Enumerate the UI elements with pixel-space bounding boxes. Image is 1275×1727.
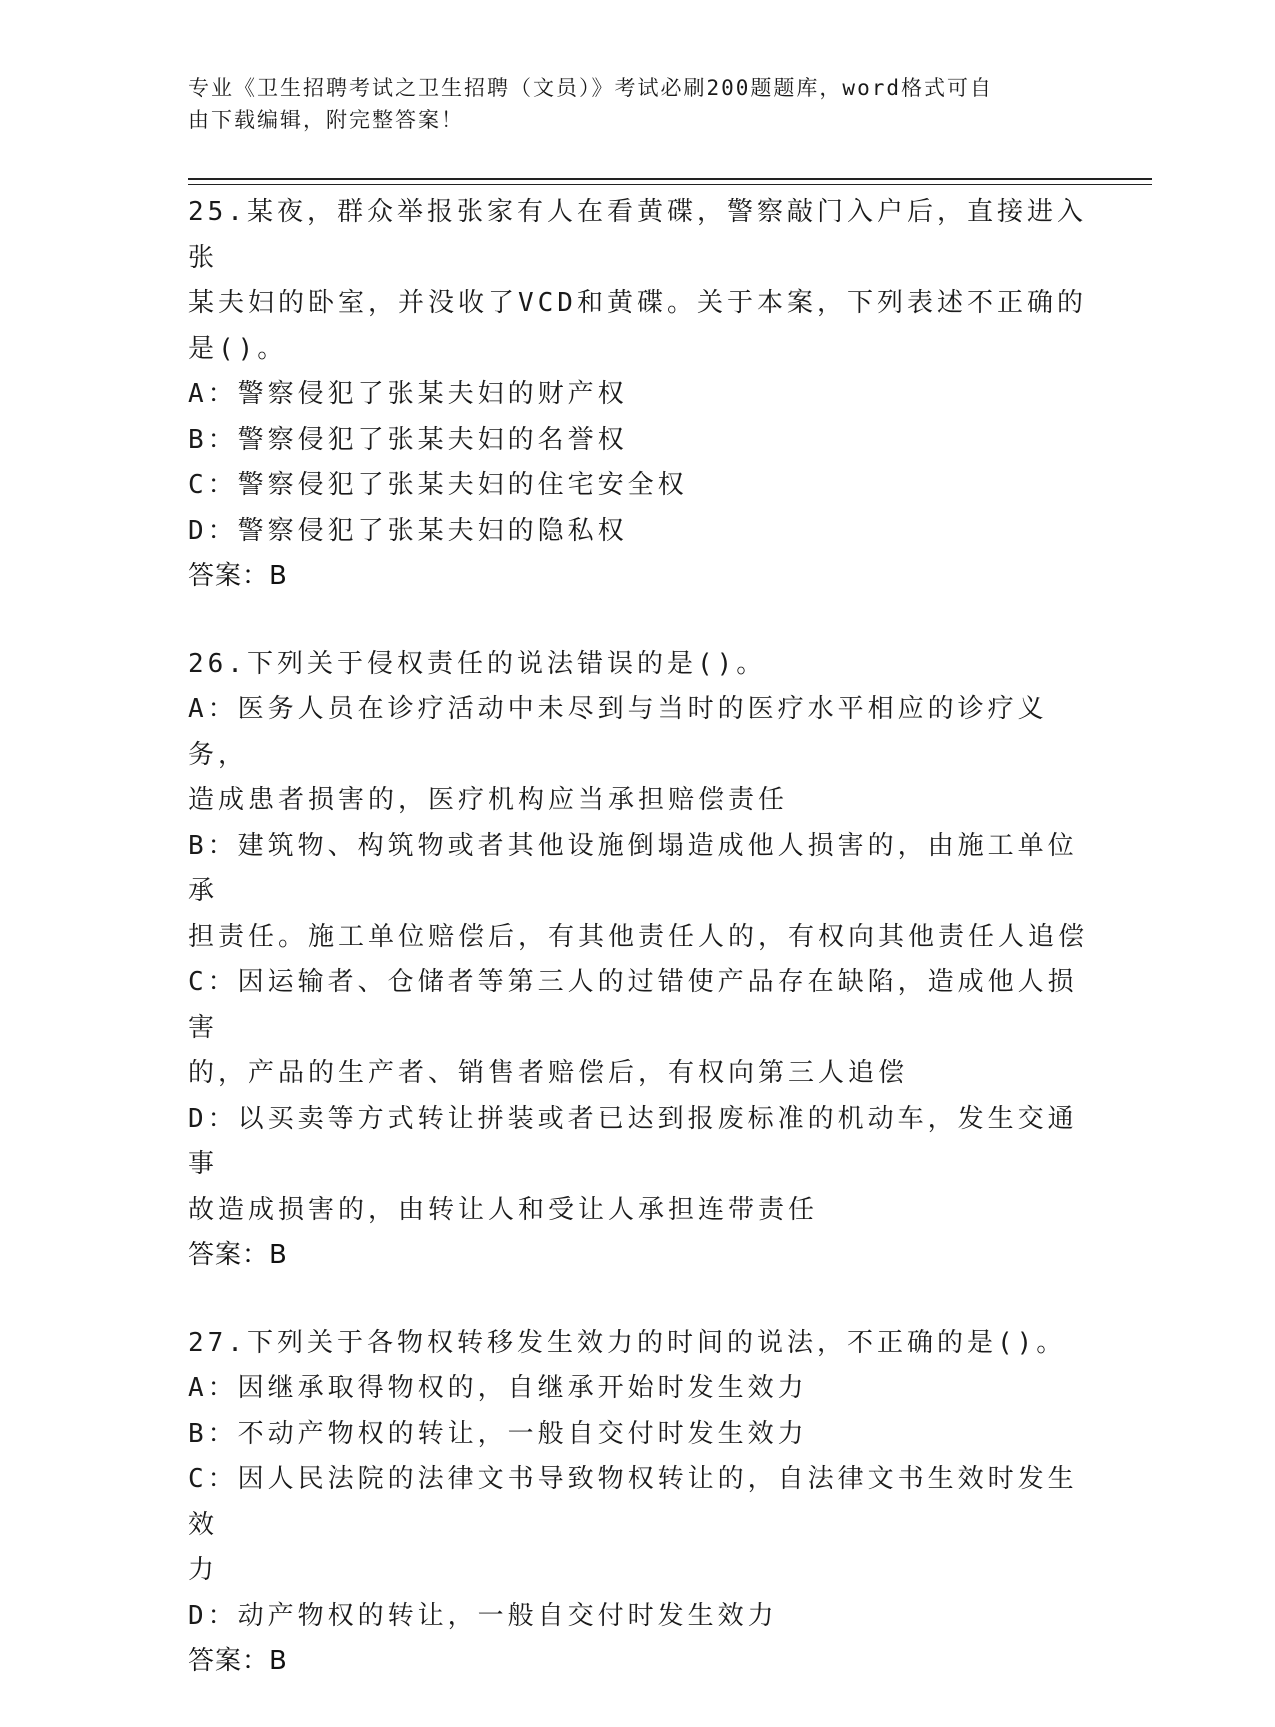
option-c: C：因运输者、仓储者等第三人的过错使产品存在缺陷，造成他人损害 <box>188 967 1078 1043</box>
option-b: B：不动产物权的转让，一般自交付时发生效力 <box>188 1418 808 1449</box>
question-25 <box>188 190 1088 600</box>
option-d: D：动产物权的转让，一般自交付时发生效力 <box>188 1600 778 1631</box>
option-a-continued: 造成患者损害的，医疗机构应当承担赔偿责任 <box>188 785 789 815</box>
document-header <box>188 72 1068 136</box>
option-d: D：警察侵犯了张某夫妇的隐私权 <box>188 515 628 546</box>
option-a: A：警察侵犯了张某夫妇的财产权 <box>188 379 628 409</box>
question-list <box>188 190 1088 1727</box>
answer-label: 答案：B <box>188 1240 288 1270</box>
question-stem-line: 某夫妇的卧室，并没收了VCD和黄碟。关于本案，下列表述不正确的 <box>188 288 1087 318</box>
option-c-continued: 的，产品的生产者、销售者赔偿后，有权向第三人追偿 <box>188 1058 909 1088</box>
header-divider-thin <box>188 184 1152 185</box>
option-b: B：警察侵犯了张某夫妇的名誉权 <box>188 424 628 455</box>
question-27 <box>188 1321 1088 1685</box>
option-d: D：以买卖等方式转让拼装或者已达到报废标准的机动车，发生交通事 <box>188 1103 1078 1179</box>
header-line-1: 专业《卫生招聘考试之卫生招聘（文员）》考试必刷200题题库，word格式可自 <box>188 76 993 100</box>
question-stem-line: 27.下列关于各物权转移发生效力的时间的说法，不正确的是()。 <box>188 1327 1067 1358</box>
header-line-2: 由下载编辑，附完整答案！ <box>188 108 464 132</box>
answer-label: 答案：B <box>188 561 288 591</box>
option-b-continued: 担责任。施工单位赔偿后，有其他责任人的，有权向其他责任人追偿 <box>188 921 1089 952</box>
answer-label: 答案：B <box>188 1646 288 1676</box>
question-stem-line: 26.下列关于侵权责任的说法错误的是()。 <box>188 648 767 679</box>
question-stem-line: 是()。 <box>188 333 288 364</box>
question-stem-line: 25.某夜，群众举报张家有人在看黄碟，警察敲门入户后，直接进入张 <box>188 197 1087 273</box>
header-divider-thick <box>188 178 1152 180</box>
option-c: C：警察侵犯了张某夫妇的住宅安全权 <box>188 470 688 500</box>
option-c-continued: 力 <box>188 1555 219 1585</box>
question-26 <box>188 642 1088 1279</box>
option-b: B：建筑物、构筑物或者其他设施倒塌造成他人损害的，由施工单位承 <box>188 830 1078 906</box>
option-d-continued: 故造成损害的，由转让人和受让人承担连带责任 <box>188 1194 819 1225</box>
option-c: C：因人民法院的法律文书导致物权转让的，自法律文书生效时发生效 <box>188 1464 1078 1540</box>
option-a: A：因继承取得物权的，自继承开始时发生效力 <box>188 1373 808 1403</box>
option-a: A：医务人员在诊疗活动中未尽到与当时的医疗水平相应的诊疗义务， <box>188 694 1048 770</box>
